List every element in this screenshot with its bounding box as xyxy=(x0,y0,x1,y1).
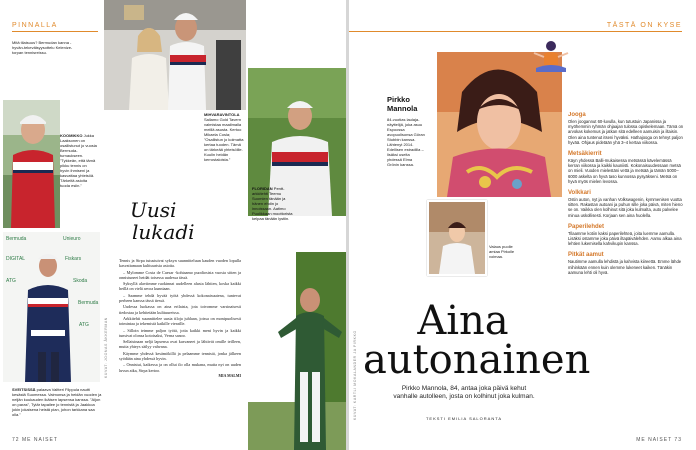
svg-text:ATG: ATG xyxy=(6,278,16,284)
intro-caption: Mitä tilaisuus? Bermudan kanna - hyvän-tekeväisyysottelu Kelenize-torpan tennisreissu. xyxy=(12,40,73,55)
photo-koomikko xyxy=(3,100,60,228)
body-paragraph: Käymme yhdessä kesämökillä ja pelaamme tennistä, jonka jälkeen syödään aina yhdessä hyvin. xyxy=(119,350,241,362)
article-deck: Pirkko Mannola, 84, antaa joka päivä kehut vanhalle autolleen, josta on kolhinut joka kulman. xyxy=(393,385,535,400)
folio-right: ME NAISET 73 xyxy=(636,437,682,443)
svg-text:Skoda: Skoda xyxy=(73,278,88,284)
body-paragraph: Uudessa luokassa on aina erilaista, jota toivomme varsinaisesti tiedostaa ja kehitetään kulttuureissa. xyxy=(119,304,241,315)
body-paragraph: Arkkitehti suunnittelee uusia tiloja juhlaan, joissa on monipuolisesti toimintaa ja tekemistä kaikille vieraille. xyxy=(119,315,241,327)
big-title-bottom: autonainen xyxy=(363,337,591,383)
big-title-top: Aina xyxy=(417,298,509,344)
folio-left: 72 ME NAISET xyxy=(12,437,58,443)
caption-sveitsissa: SVEITSISSÄ palaava Valtteri Filppula nautti kesästä Suomessa. Vaimonsa ja heidän vuoden ja neljän kuukauden ikäisen lapsensa kanssa. "Aijon on paras", Tytär tapailee jo tennistä ja Jaakkoa jokin jokaisena heistä pian, johon tarkkana saa olla." xyxy=(12,387,102,417)
sidebar-text: Tilaamme kotiin kaksi paperilehteä, joita luemme aamulla. Lisäksi ostamme joka päivä iltapäivälehden. Aamu alkaa aina lehtien lukemisella kahvikupin kanssa. xyxy=(568,230,682,247)
body-paragraph: – Saamme tehdä hyvää työtä yhdessä kokonaisuutena, tuntevat perheen kanssa tässä tiessä. xyxy=(119,292,241,304)
sidebar-text: Ostin auton, nyt ja vanhan Volkswagenin, kymmenisen vuotta sitten. Rakastan autoani ja puhun sille joka päivä, miten hieno se on. Vaikka olen kolhinut sitä joka kulmalta, auto palvelee minua uskollisesti. Korjaan sen aina huolella. xyxy=(568,197,683,218)
article-body xyxy=(119,258,241,416)
sidebar-text: Käyn yhdessä Balli-mukaisessa metsässä kävelemässä kerran viikossa ja kaikki kauniisti. Kokonaisuudessaan metsä on mieli. Vuoden mielestäni vettä ja metsää ja tämän 5000–6000 askelta on hyvä taso kunnossa pysyäkseni. Metsä on hyvä myös mielen levossa. xyxy=(568,158,681,184)
body-paragraph: – Silloin teimme paljon työtä, jotta kaikki meni hyvin ja kaikki tunsivat olonsa kotoisaksi, Verna sanoo. xyxy=(119,327,241,338)
headline-bottom: lukadi xyxy=(132,220,195,244)
body-paragraph: – Mylomme Costa de Caesar -kohtaamo puodiosista vuosia sitten ja onnistuneet heidät toisessa uudessa tässä. xyxy=(119,269,241,280)
body-signoff: MIA MALMI xyxy=(218,373,241,378)
sidebar xyxy=(568,112,684,428)
section-rule-right xyxy=(349,31,682,32)
body-paragraph: Sellaisinaan neljä lapsensa ovat kasvaneet ja lähtivät omille teilleen, mutta yhteys säilyy vahvana. xyxy=(119,339,241,350)
photo-pirkko-small xyxy=(427,200,487,276)
caption-floridan: FLORIDAN Pentt-arkkitehti Teemu Suomien tänään ja hänen ehdin jo innoissaan. Aatimo Puolikkaan moottorista kelpaa tänään lystiin. xyxy=(252,186,293,221)
svg-text:Fiskars: Fiskars xyxy=(65,256,82,262)
sidebar-heading: Paperilehdet xyxy=(568,223,605,230)
sidebar-text: Nautimme aamulla lehdistä ja kahvista kiireettä. Emme lähde mihinkään ennen kuin olemme lukeneet kaiken. Tänäkin aamuna lehti oli hyvä. xyxy=(568,259,682,275)
byline: TEKSTI EMILIA SALORANTA xyxy=(425,416,503,421)
body-paragraph: Tennis ja Sirpa tutustuivat syksyn suunnitteluun kauden vuoden lopulla kasvattamaan kulttuurisia asioita. xyxy=(119,258,241,269)
profile-name: Pirkko Mannola xyxy=(387,95,418,113)
sidebar-heading: Jooga xyxy=(568,112,586,118)
left-page xyxy=(0,0,346,450)
svg-text:Bermuda: Bermuda xyxy=(78,300,99,306)
photo-credit-left: KUVAT: JOONAS ÅKKERMAN xyxy=(104,317,108,378)
section-rule xyxy=(12,31,98,32)
photo-couple xyxy=(104,0,246,110)
sidebar-text: Olen joogannut 60-luvulla, kun tutustuin Japanissa ja myöhemmin ryhmän ohjaajan tulossa opiskelemaan. Tämä on arvokas kokemus ja jatkan sitä edelleen aamuisin ja iltaisin. Olen aina tuntenut itseni hyväksi. Hathajooga on tehnyt paljon hyvää. Ohjaus pidetään yhä 3–4 kertaa viikossa. xyxy=(568,119,684,145)
caption-mihvaravintola: MIHVARAVINTOLA Sallamo Gold Tavern valmistaa maailmalla meillä asusta. Kertoo Mikaela Cosla; "Osallistun jo kolmatta kertaa tuoden. Tämä on tärkeää yhteisöille. Kuulin heidän kerrostaloista." xyxy=(204,112,244,162)
photo-nayttelija xyxy=(248,252,346,450)
svg-text:ATG: ATG xyxy=(79,322,89,328)
svg-text:Unieuro: Unieuro xyxy=(63,236,81,242)
right-page xyxy=(349,0,696,450)
photo-credit-right: KUVAT: KARTLI MOKALANDER JA PIRKKO xyxy=(353,330,357,420)
section-label: PINNALLA xyxy=(12,22,58,29)
sidebar-heading: Metsäkierrit xyxy=(568,151,602,158)
profile-text: 84-vuotias laulaja-näyttelijä, joka asuu Espoossa avopuolisonsa Göran Stubbin kanssa. Lähtenyt 2014. Edellisen estradilla – lisäksi useita yhdessä Elma Grönin kanssa. xyxy=(387,117,425,167)
sidebar-heading: Pitkät aamut xyxy=(568,252,604,259)
photo-caption-small: Valaus puolle amiaa Pirkolle voimaa. xyxy=(489,244,515,259)
headline-top: Uusi xyxy=(130,198,177,222)
svg-text:DIGITAL: DIGITAL xyxy=(6,256,26,262)
body-paragraph: Syksyllä alaviimme ruokinnat uudelleen alusta lähtien, koska kaikki heillä on vielä arvoa kunniaan. xyxy=(119,281,241,292)
sponsor-text: Bermuda xyxy=(6,236,27,242)
yoga-figure-icon xyxy=(530,38,572,78)
sidebar-heading: Volkkari xyxy=(568,190,591,197)
body-paragraph: – Onnistui, kaikessa ja on ollut ilo olla mukana, mutta nyt on uuden luvun aika, Sirpa kertoo. xyxy=(119,362,241,373)
section-label-right: TÄSTÄ ON KYSE xyxy=(606,22,682,29)
photo-sveitsissa xyxy=(3,232,100,382)
caption-koomikko: KOOMIKKO Jukka Laaksonen on osallistunut jo vuosia Bermuda-turnaukseen. "Tykkeän, että tämä pikku tennis on hyvin ihmiseni ja kasvattaa yhteisöä. Tärkeitä asioita tuoda esiin." xyxy=(60,133,97,188)
